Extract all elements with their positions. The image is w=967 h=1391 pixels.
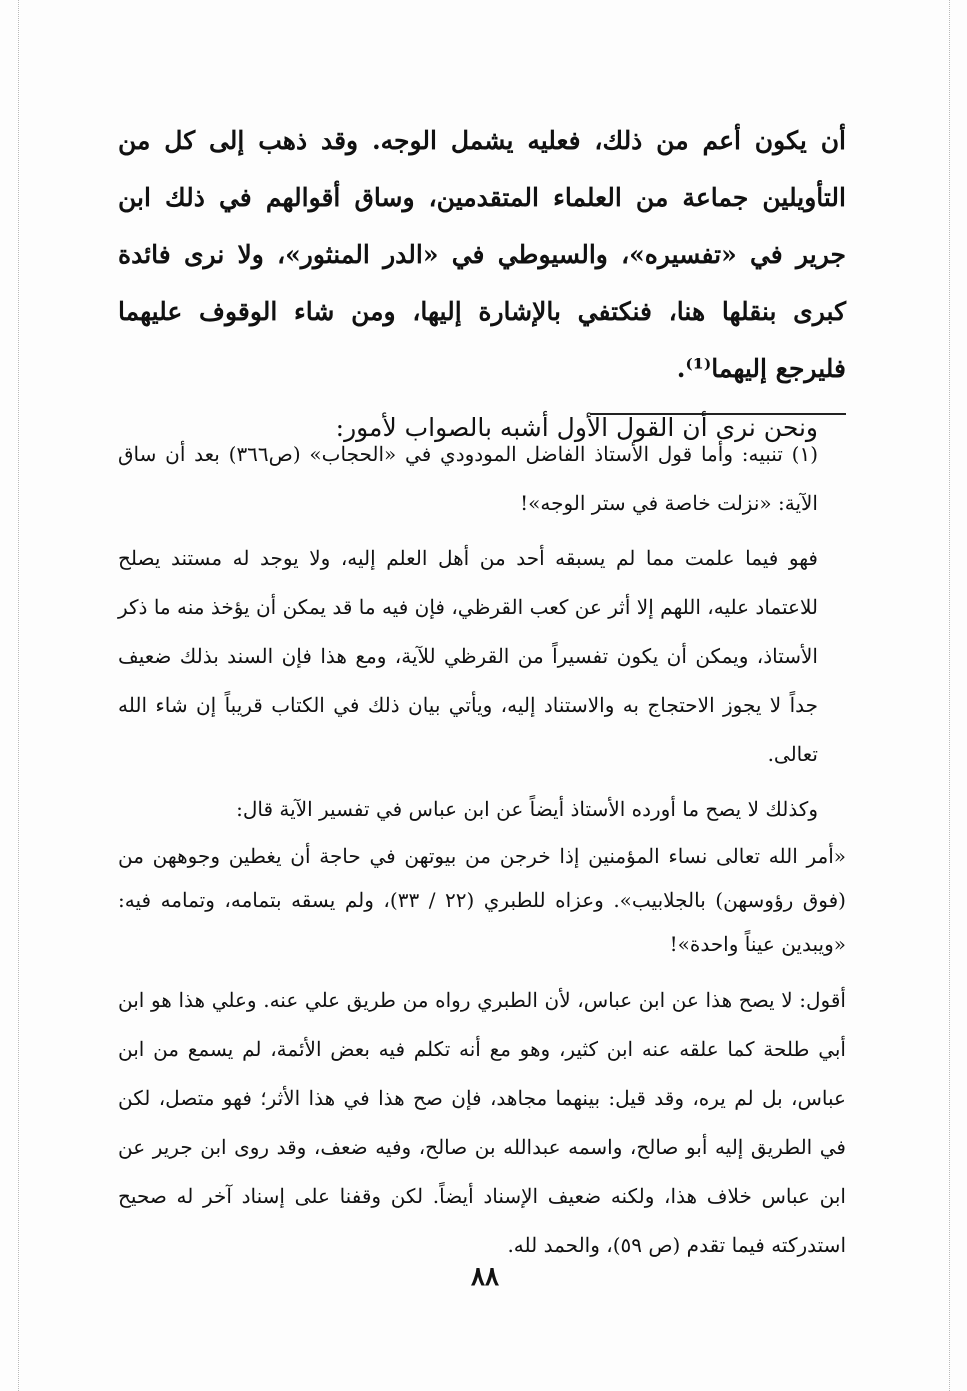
footnote-paragraph-5: أقول: لا يصح هذا عن ابن عباس، لأن الطبري رواه من طريق علي عنه. وعلي هذا هو ابن أبي طلحة كما علقه عنه ابن كثير، وهو مع أنه تكلم فيه بعض الأئمة، لم يسمع من ابن عباس، بل لم يره، وقد قيل: بينهما مجاهد، فإن صح هذا في هذا الأثر؛ فهو متصل، لكن في الطريق إليه أبو صالح، واسمه عبدالله بن صالح، وفيه ضعف، وقد روى ابن جرير عن ابن عباس خلاف هذا، ولكنه ضعيف الإسناد أيضاً. لكن وقفنا على إسناد آخر له صحيح استدركته فيما تقدم (ص ٥٩)، والحمد لله.	[118, 988, 846, 1257]
footnote-paragraph-2: فهو فيما علمت مما لم يسبقه أحد من أهل العلم إليه، ولا يوجد له مستند يصلح للاعتماد عليه، اللهم إلا أثر عن كعب القرظي، فإن فيه ما قد يمكن أن يؤخذ منه ما ذكر الأستاذ، ويمكن أن يكون تفسيراً من القرظي للآية، ومع هذا فإن السند بذلك ضعيف جداً لا يجوز الاحتجاج به والاستناد إليه، ويأتي بيان ذلك في الكتاب قريباً إن شاء الله تعالى.	[118, 546, 818, 766]
main-paragraph-conclusion: ونحن نرى أن القول الأول أشبه بالصواب لأمور:	[335, 413, 818, 442]
footnote-section	[118, 430, 846, 1270]
scan-edge-right	[949, 0, 950, 1391]
main-body-text	[118, 112, 846, 456]
footnote-paragraph-1: (١) تنبيه: وأما قول الأستاذ الفاضل المودودي في «الحجاب» (ص٣٦٦) بعد أن ساق الآية: «نزلت خاصة في ستر الوجه»!	[118, 442, 819, 515]
scan-edge-left	[18, 0, 19, 1391]
page-number: ٨٨	[471, 1262, 499, 1292]
main-paragraph: أن يكون أعم من ذلك، فعليه يشمل الوجه. وقد ذهب إلى كل من التأويلين جماعة من العلماء المتقدمين، وساق أقوالهم في ذلك ابن جرير في «تفسيره»، والسيوطي في «الدر المنثور»، ولا نرى فائدة كبرى بنقلها هنا، فنكتفي بالإشارة إليها، ومن شاء الوقوف عليهما فليرجع إليهما⁽¹⁾.	[118, 126, 846, 383]
footnote-paragraph-3: وكذلك لا يصح ما أورده الأستاذ أيضاً عن ابن عباس في تفسير الآية قال:	[236, 797, 818, 821]
footnote-paragraph-4: «أمر الله تعالى نساء المؤمنين إذا خرجن من بيوتهن في حاجة أن يغطين وجوههن من (فوق رؤوسهن) بالجلابيب». وعزاه للطبري (٢٢ / ٣٣)، ولم يسقه بتمامه، وتمامه فيه: «ويبدين عيناً واحدة»!	[118, 844, 846, 956]
footnote-separator	[590, 413, 846, 415]
